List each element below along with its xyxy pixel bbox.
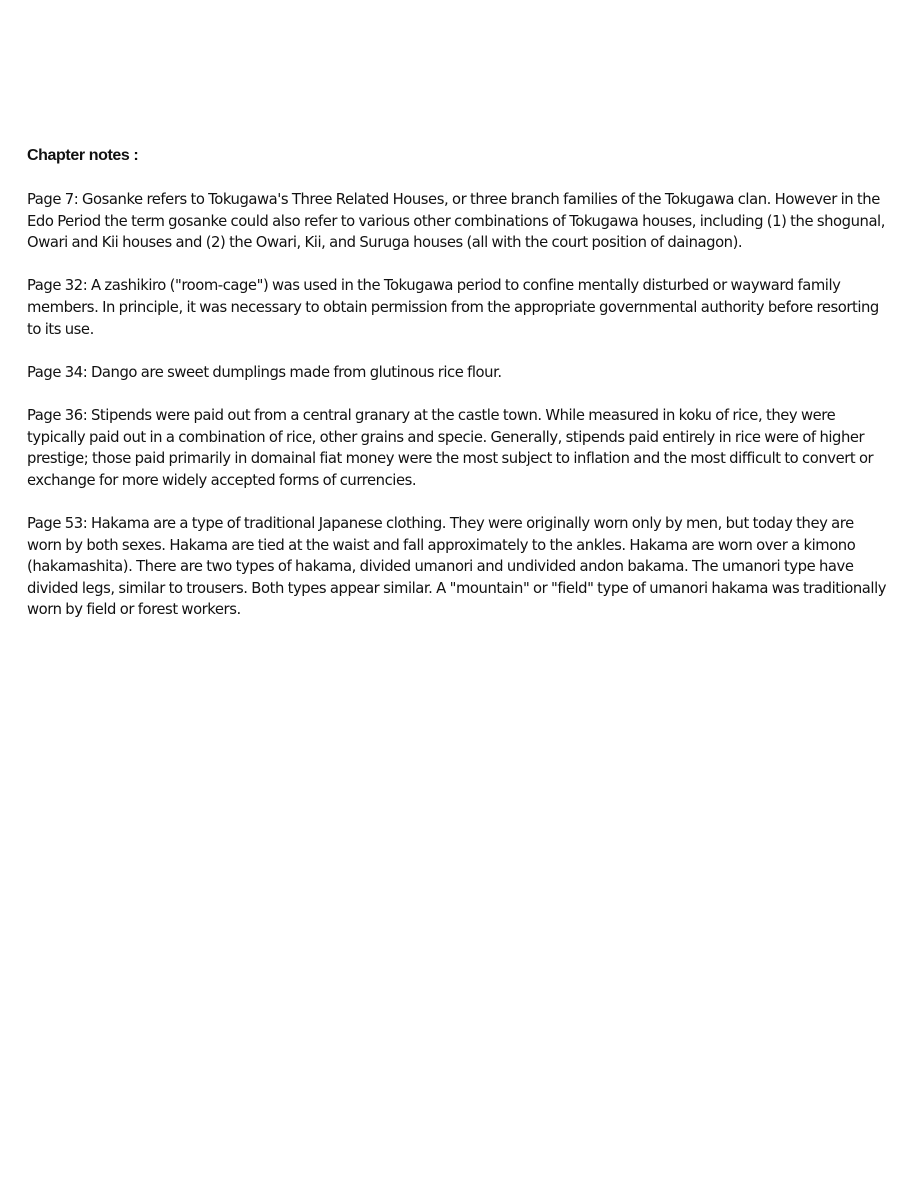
note-page-53: Page 53: Hakama are a type of traditional Japanese clothing. They were originally worn only by men, but today they are worn by both sexes. Hakama are tied at the waist and fall approximately to the ankles. Hakama are worn over a kimono (hakamashita). There are two types of hakama, divided umanori and undivided andon bakama. The umanori type have divided legs, similar to trousers. Both types appear similar. A "mountain" or "field" type of umanori hakama was traditionally worn by field or forest workers. [27,514,887,619]
note-page-32: Page 32: A zashikiro ("room-cage") was used in the Tokugawa period to confine mentally disturbed or wayward family members. In principle, it was necessary to obtain permission from the appropriate governmental authority before resorting to its use. [27,277,879,338]
note-page-7: Page 7: Gosanke refers to Tokugawa's Three Related Houses, or three branch families of the Tokugawa clan. However in the Edo Period the term gosanke could also refer to various other combinations of Tokugawa houses, including (1) the shogunal, Owari and Kii houses and (2) the Owari, Kii, and Suruga houses (all with the court position of dainagon). [27,191,885,252]
note-page-36: Page 36: Stipends were paid out from a central granary at the castle town. While measured in koku of rice, they were typically paid out in a combination of rice, other grains and specie. Generally, stipends paid entirely in rice were of higher prestige; those paid primarily in domainal fiat money were the most subject to inflation and the most difficult to convert or exchange for more widely accepted forms of currencies. [27,406,874,489]
page-title: Chapter notes : [27,147,139,164]
note-page-34: Page 34: Dango are sweet dumplings made from glutinous rice flour. [27,363,502,381]
chapter-notes-page [27,145,889,642]
